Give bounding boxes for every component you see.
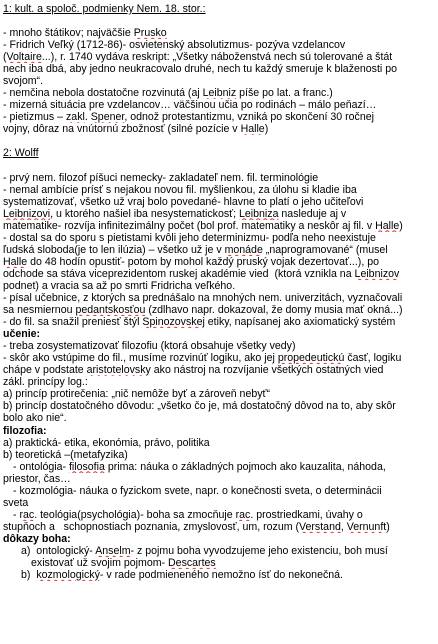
- blank-line: [3, 15, 435, 27]
- ucenie-label: učenie:: [3, 328, 41, 341]
- paragraph-ambitions: - nemal ambície prísť s nejakou novou fil. myšlienkou, za úlohu si kladie iba systematizovať, všetko už vraj bolo povedané- hlavne to platí o jeho učiteľovi Leibnizovi, u ktorého našiel iba nesystematickosť; Leibniza nasleduje aj v matematike- rozvíja infinitezimálny počet (bol prof. matematiky a neskôr aj fil. v Halle): [3, 183, 403, 232]
- paragraph-states: - mnoho štátikov; najväčšie Prusko: [3, 27, 167, 40]
- filozofia-item: b) teoretická –(metafyzika): [3, 448, 128, 461]
- paragraph-dispute: - dostal sa do sporu s pietistami kvôli jeho determinizmu- podľa neho neexistuje ľudská sloboda(je to len ilúzia) – všetko už je v monáde „naprogramované“ (musel Halle do 48 hodín opustiť- potom by mohol každý pruský vojak dezertovať...), po odchode sa stáva viceprezidentom ruskej akadémie vied (ktorá vznikla na Leibnizov podnet) a vracia sa až po smrti Fridricha veľkého.: [3, 231, 400, 292]
- paragraph-situation: - mizerná situácia pre vzdelancov… väčšinou učia po rodinách – málo peňazí…: [3, 99, 377, 112]
- paragraph-language: - nemčina nebola dostatočne rozvinutá (aj Leibniz píše po lat. a franc.): [3, 87, 333, 100]
- paragraph-pietism: - pietizmus – zakl. Spener, odnož protestantizmu, vzniká po skončení 30 ročnej vojny, dôraz na vnútornú zbožnosť (silné pozície v Halle): [3, 111, 374, 136]
- filozofia-item: a) praktická- etika, ekonómia, právo, politika: [3, 436, 210, 449]
- paragraph-textbooks: - písal učebnice, z ktorých sa prednášalo na mnohých nem. univerzitách, vyznačovali sa nesmiernou pedantskosťou (zdlhavo napr. dokazoval, že domy musia mať okná...): [3, 291, 403, 317]
- dokazy-item: b) kozmologický- v rade podmieneného nemožno ísť do nekonečná.: [21, 569, 343, 582]
- dokazy-item: a) ontologický- Anselm- z pojmu boha vyvodzujeme jeho existenciu, boh musí existovať už svojim pojmom- Descartes: [21, 544, 388, 570]
- section-heading-1: 1: kult. a spoloč. podmienky Nem. 18. stor.:: [3, 3, 206, 15]
- ucenie-item: b) princíp dostatočného dôvodu: „všetko čo je, má dostatočný dôvod na to, aby skôr bolo ako nie“.: [3, 400, 396, 425]
- filozofia-item: - rac. teológia(psychológia)- boha sa zmocňuje rac. prostriedkami, úvahy o stupňoch a schopnostiach poznania, zmyslovosť, um, rozum (Verstand, Vernunft): [3, 508, 390, 533]
- filozofia-item: - ontológia- filosofia prima: náuka o základných pojmoch ako kauzalita, náhoda, priestor, čas…: [3, 460, 386, 485]
- filozofia-item: - kozmológia- náuka o fyzickom svete, napr. o konečnosti sveta, o determinácii sveta: [3, 484, 382, 509]
- ucenie-item: - treba zosystematizovať filozofiu (ktorá obsahuje všetky vedy): [3, 340, 296, 353]
- ucenie-item: - skôr ako vstúpime do fil., musíme rozvinúť logiku, ako jej propedeutickú časť, logiku chápe v podstate aristotelovsky ako nástroj na rozvíjanie všetkých ostatných vied: [3, 352, 402, 377]
- paragraph-first-philosopher: - prvý nem. filozof píšuci nemecky- zakladateľ nem. fil. terminológie: [3, 171, 319, 184]
- section-heading-2: 2: Wolff: [3, 147, 39, 160]
- ucenie-item: a) princíp protirečenia: „nič nemôže byť a zároveň nebyť“: [3, 388, 271, 401]
- dokazy-label: dôkazy boha:: [3, 532, 71, 545]
- ucenie-item: zákl. princípy log.:: [3, 376, 88, 389]
- paragraph-fridrich: - Fridrich Veľký (1712-86)- osvietenský absolutizmus- pozýva vzdelancov (Voltaire...), r. 1740 vydáva reskript: „Všetky náboženstvá nech sú tolerované a štát nech iba dbá, aby jedno neukracovalo druhé, nech tu každý smeruje k blaženosti po svojom“.: [3, 39, 397, 88]
- filozofia-label: filozofia:: [3, 424, 47, 437]
- paragraph-spinoza: - do fil. sa snažil preniesť štýl Spinozovskej etiky, napísanej ako axiomatický systém: [3, 316, 396, 329]
